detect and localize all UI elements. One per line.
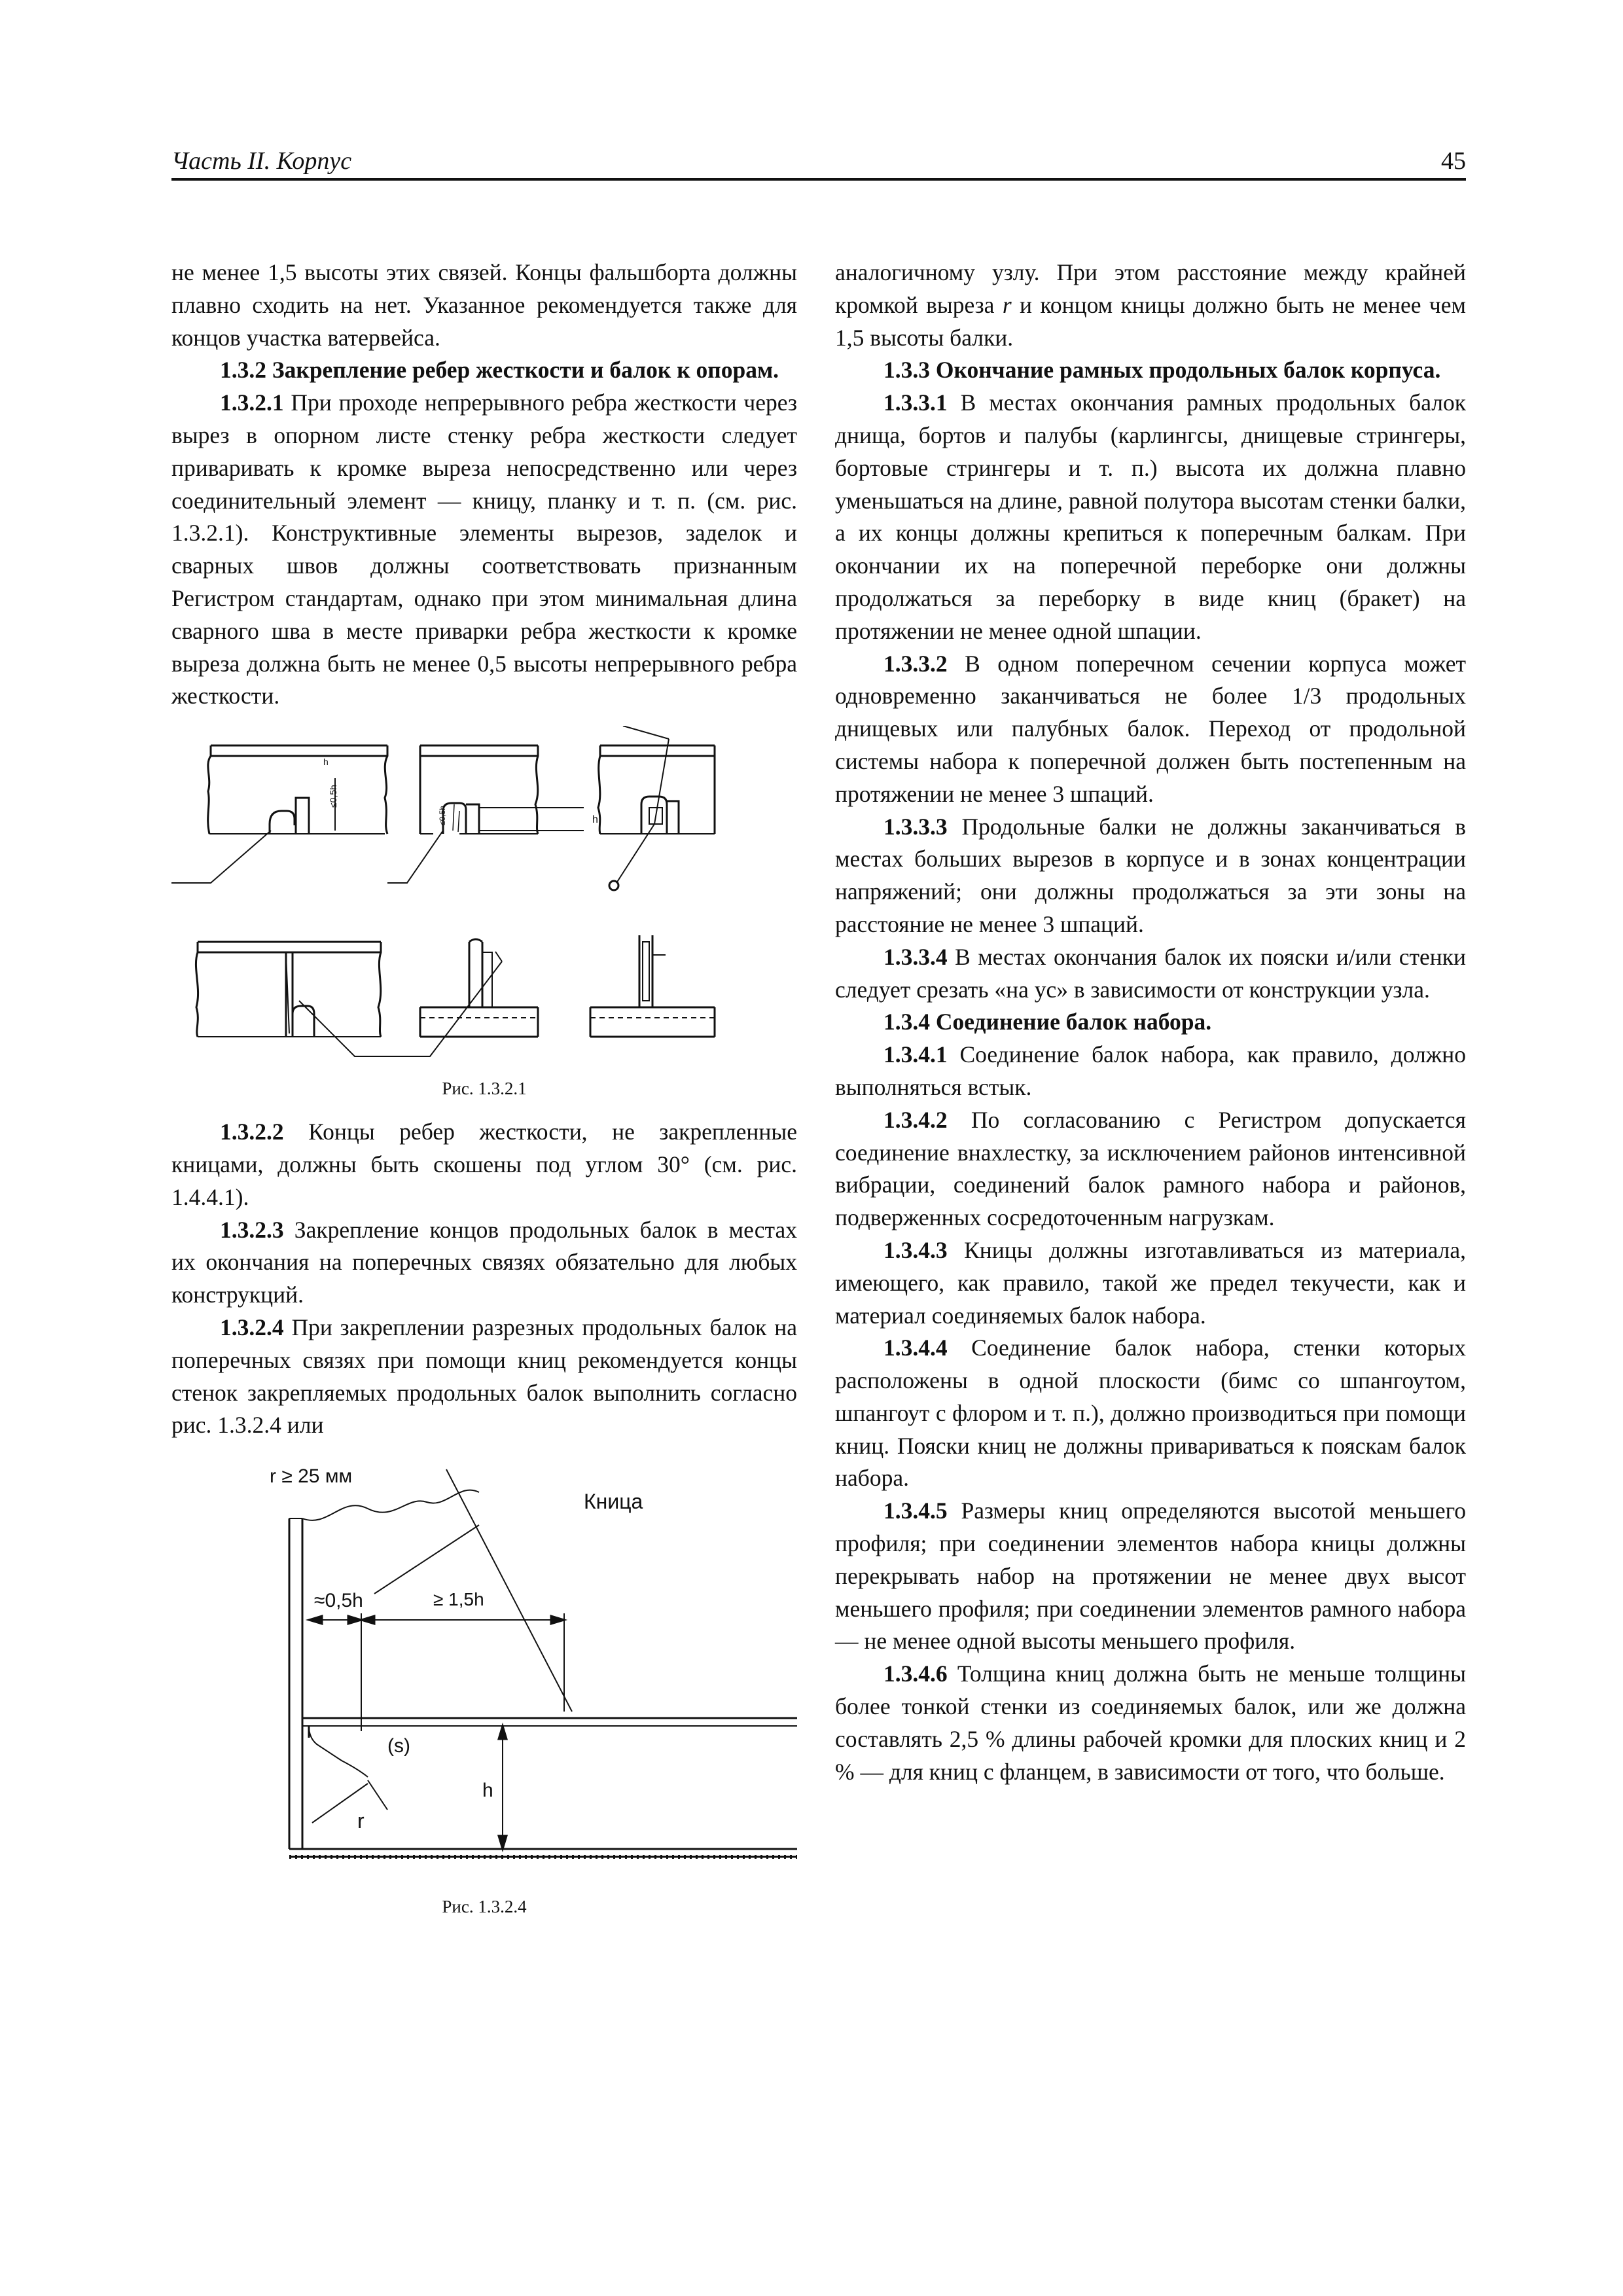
text-run: и концом кницы должно быть не менее чем 1,5 высоты балки. — [835, 291, 1467, 351]
fig1-label-h: h — [592, 814, 598, 826]
paragraph-1-3-4-4 — [835, 1332, 1466, 1495]
figure-1-3-2-4-drawing — [171, 1456, 797, 1875]
paragraph-1-3-2-3 — [171, 1214, 797, 1312]
clause-text: Соединение балок набора, как правило, должно выполняться встык. — [835, 1041, 1466, 1100]
clause-text: Кницы должны изготавливаться из материала, имеющего, как правило, такой же предел текучести, как и материал соединяемых балок набора. — [835, 1236, 1467, 1329]
paragraph-1-3-4-6 — [835, 1658, 1466, 1788]
paragraph-1-3-2-2 — [171, 1116, 797, 1213]
clause-number: 1.3.2.2 — [220, 1119, 284, 1145]
figure-caption: Рис. 1.3.2.1 — [442, 1079, 527, 1099]
paragraph-1-3-2-1 — [171, 387, 797, 713]
clause-number: 1.3.3.1 — [883, 389, 948, 416]
section-heading-1-3-4: 1.3.4 Соединение балок набора. — [883, 1009, 1212, 1035]
figure-caption: Рис. 1.3.2.4 — [442, 1897, 527, 1917]
paragraph-1-3-3-4 — [835, 941, 1466, 1007]
paragraph-continuation — [835, 257, 1466, 354]
paragraph-1-3-3-3 — [835, 811, 1466, 941]
paragraph-continuation: не менее 1,5 высоты этих связей. Концы фальшборта должны плавно сходить на нет. Указанное рекомендуется также для концов участка ватервейса. — [171, 259, 797, 351]
page-number: 45 — [1441, 147, 1466, 175]
paragraph-1-3-4-5 — [835, 1495, 1466, 1658]
paragraph-1-3-4-1 — [835, 1039, 1466, 1104]
fig2-label-knitsa: Кница — [584, 1490, 643, 1514]
fig1-label-h-2: h — [323, 757, 329, 768]
fig2-label-r: r — [357, 1809, 365, 1833]
paragraph-1-3-4-2 — [835, 1104, 1466, 1234]
clause-number: 1.3.2.3 — [220, 1216, 284, 1243]
paragraph-1-3-3-2 — [835, 648, 1466, 811]
clause-text: По согласованию с Регистром допускается соединение внахлестку, за исключением районов интенсивной вибрации, соединений балок рамного набора и районов, подверженных сосредоточенным нагрузкам. — [835, 1106, 1466, 1231]
text-run: аналогичному узлу. При этом расстояние между крайней кромкой выреза — [835, 259, 1466, 318]
clause-text: Продольные балки не должны заканчиваться в местах больших вырезов в корпусе и в зонах концентрации напряжений; они должны продолжаться за эти зоны на расстояние не менее 3 шпаций. — [835, 813, 1466, 937]
clause-number: 1.3.4.3 — [883, 1236, 948, 1263]
paragraph-1-3-3-1 — [835, 387, 1466, 647]
fig2-label-r-min: r ≥ 25 мм — [270, 1465, 353, 1488]
fig1-label-half-h-b: ≤0,5h — [438, 806, 447, 826]
figure-1-3-2-1-drawing — [171, 726, 797, 1066]
part-title: Часть II. Корпус — [171, 147, 352, 175]
fig2-label-s: (s) — [387, 1735, 410, 1757]
clause-number: 1.3.4.2 — [883, 1106, 948, 1133]
clause-number: 1.3.3.4 — [883, 943, 948, 970]
section-heading-1-3-3: 1.3.3 Окончание рамных продольных балок корпуса. — [883, 357, 1441, 384]
running-header — [171, 147, 1466, 181]
clause-text: Соединение балок набора, стенки которых расположены в одной плоскости (бимс со шпангоутом, шпангоут с флором и т. п.), должно производиться при помощи книц. Пояски книц не должны привариваться к пояскам балок набора. — [835, 1335, 1467, 1492]
clause-number: 1.3.3.2 — [883, 650, 948, 677]
fig2-label-h: h — [482, 1780, 493, 1802]
clause-number: 1.3.3.3 — [883, 813, 948, 840]
clause-text: Размеры книц определяются высотой меньшего профиля; при соединении элементов набора кницы должны перекрывать набор на протяжении не менее двух высот меньшего профиля; при соединении элементов рамного набора — не менее одной высоты меньшего профиля. — [835, 1498, 1467, 1655]
clause-number: 1.3.2.4 — [220, 1314, 284, 1340]
right-column — [835, 257, 1466, 1788]
clause-text: В одном поперечном сечении корпуса может одновременно заканчиваться не более 1/3 продольных днищевых или палубных балок. Переход от продольной системы набора к поперечной должен быть постепенным на протяжении не менее 3 шпаций. — [835, 650, 1466, 807]
clause-text: Закрепление концов продольных балок в местах их окончания на поперечных связях обязательно для любых конструкций. — [171, 1216, 798, 1308]
clause-number: 1.3.4.6 — [883, 1660, 948, 1687]
clause-text: Концы ребер жесткости, не закрепленные кницами, должны быть скошены под углом 30° (см. рис. 1.4.4.1). — [171, 1119, 798, 1210]
clause-number: 1.3.4.5 — [883, 1498, 948, 1524]
clause-number: 1.3.4.4 — [883, 1335, 948, 1361]
clause-number: 1.3.4.1 — [883, 1041, 948, 1068]
clause-number: 1.3.2.1 — [220, 389, 284, 416]
clause-text: При закреплении разрезных продольных балок на поперечных связях при помощи книц рекомендуется концы стенок закрепляемых продольных балок выполнить согласно рис. 1.3.2.4 или — [171, 1314, 797, 1439]
left-column — [171, 257, 797, 1933]
figure-1-3-2-4 — [171, 1456, 797, 1933]
section-heading-1-3-2: 1.3.2 Закрепление ребер жесткости и балок к опорам. — [220, 357, 779, 384]
fig1-label-half-h-a: ≤0,5h — [328, 785, 338, 808]
clause-text: Толщина книц должна быть не меньше толщины более тонкой стенки из соединяемых балок, или же должна составлять 2,5 % длины рабочей кромки для плоских книц и 2 % — для книц с фланцем, в зависимости от того, что больше. — [835, 1660, 1466, 1785]
fig2-label-one-half-h: ≥ 1,5h — [433, 1589, 484, 1610]
figure-1-3-2-1 — [171, 726, 797, 1116]
symbol-r: r — [1002, 291, 1012, 318]
paragraph-1-3-2-4 — [171, 1312, 797, 1442]
clause-text: В местах окончания рамных продольных балок днища, бортов и палубы (карлингсы, днищевые стрингеры, бортовые стрингеры и т. п.) высота их должна плавно уменьшаться на длине, равной полутора высотам стенки балки, а их концы должны крепиться к поперечным балкам. При окончании их на поперечной переборке они должны продолжаться за переборку в виде книц (бракет) на протяжении не менее одной шпации. — [835, 389, 1466, 644]
clause-text: В местах окончания балок их пояски и/или стенки следует срезать «на ус» в зависимости от конструкции узла. — [835, 943, 1467, 1003]
paragraph-1-3-4-3 — [835, 1234, 1466, 1332]
fig2-label-half-h: ≈0,5h — [314, 1590, 363, 1612]
clause-text: При проходе непрерывного ребра жесткости через вырез в опорном листе стенку ребра жесткости следует приваривать к кромке выреза непосредственно или через соединительный элемент — кницу, планку и т. п. (см. рис. 1.3.2.1). Конструктивные элементы вырезов, заделок и сварных швов должны соответствовать признанным Регистром стандартам, однако при этом минимальная длина сварного шва в месте приварки ребра жесткости к кромке выреза должна быть не менее 0,5 высоты непрерывного ребра жесткости. — [171, 389, 797, 709]
